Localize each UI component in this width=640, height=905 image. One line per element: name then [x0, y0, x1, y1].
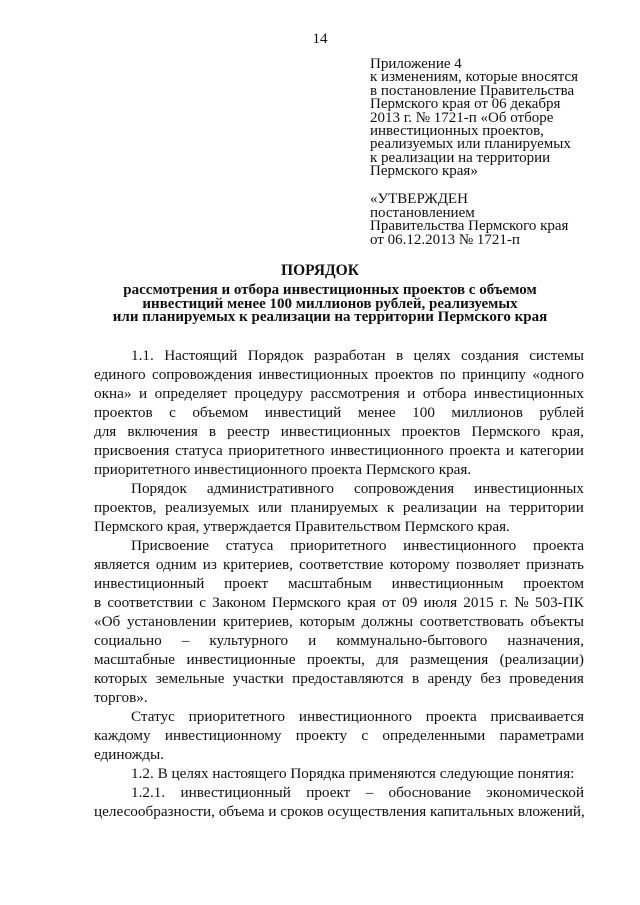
text-line: единого сопровождения инвестиционных проектов по принципу «одного	[94, 366, 584, 383]
paragraph	[94, 536, 584, 707]
paragraph	[94, 707, 584, 764]
text-line: Присвоение статуса приоритетного инвестиционного проекта	[131, 537, 584, 554]
appendix-line: к реализации на территории	[370, 149, 551, 166]
text-line: масштабные инвестиционные проекты, для размещения (реализации)	[94, 651, 584, 668]
subtitle-line: инвестиций менее 100 миллионов рублей, реализуемых	[142, 295, 518, 312]
body-text	[94, 346, 584, 821]
approved-line: «УТВЕРЖДЕН	[370, 191, 468, 207]
text-line: 1.1. Настоящий Порядок разработан в целях создания системы	[131, 347, 584, 364]
approved-line: от 06.12.2013 № 1721-п	[370, 231, 520, 248]
subtitle-line: или планируемых к реализации на территории Пермского края	[112, 309, 548, 325]
approved-block	[370, 193, 620, 247]
appendix-line: Пермского края от 06 декабря	[370, 96, 561, 113]
paragraph	[94, 764, 584, 783]
approved-line: постановлением	[370, 204, 475, 221]
appendix-line: 2013 г. № 1721-п «Об отборе	[370, 109, 554, 126]
text-line: для включения в реестр инвестиционных проектов Пермского края,	[94, 423, 584, 440]
text-line: каждому инвестиционному проекту с определенными параметрами	[94, 727, 584, 744]
paragraph	[94, 783, 584, 821]
document-subtitle	[60, 284, 600, 325]
text-line: окна» и определяет процедуру рассмотрения и отбора инвестиционных	[94, 385, 584, 402]
text-line: инвестиционный проект масштабным инвестиционным проектом	[94, 575, 584, 592]
text-line: проектов, реализуемых или планируемых к реализации на территории	[94, 499, 584, 516]
approved-line: Правительства Пермского края	[370, 218, 569, 234]
appendix-line: реализуемых или планируемых	[370, 136, 571, 153]
text-line: 1.2. В целях настоящего Порядка применяются следующие понятия:	[131, 765, 575, 782]
text-line: социально – культурного и коммунально-бытового назначения,	[94, 632, 584, 649]
text-line: торгов».	[94, 689, 148, 706]
text-line: Порядок административного сопровождения инвестиционных	[131, 480, 584, 497]
paragraph	[94, 479, 584, 536]
text-line: в соответствии с Законом Пермского края от 09 июля 2015 г. № 503-ПК	[94, 594, 584, 611]
text-line: Статус приоритетного инвестиционного проекта присваивается	[131, 708, 584, 725]
text-line: Пермского края, утверждается Правительством Пермского края.	[94, 518, 510, 535]
appendix-line: Пермского края»	[370, 163, 478, 180]
appendix-block	[370, 58, 620, 179]
appendix-line: в постановление Правительства	[370, 82, 575, 99]
text-line: присвоения статуса приоритетного инвестиционного проекта и категории	[94, 442, 584, 459]
paragraph	[94, 346, 584, 479]
appendix-line: к изменениям, которые вносятся	[370, 69, 579, 86]
text-line: целесообразности, объема и сроков осуществления капитальных вложений,	[94, 803, 585, 820]
text-line: приоритетного инвестиционного проекта Пермского края.	[94, 461, 472, 478]
subtitle-line: рассмотрения и отбора инвестиционных проектов с объемом	[123, 282, 537, 298]
appendix-line: инвестиционных проектов,	[370, 123, 544, 140]
page-number: 14	[312, 31, 328, 47]
text-line: проектов с объемом инвестиций менее 100 миллионов рублей	[94, 404, 584, 421]
text-line: является одним из критериев, соответствие которому позволяет признать	[94, 556, 584, 573]
text-line: «Об установлении критериев, которым должны соответствовать объекты	[94, 613, 584, 630]
text-line: которых земельные участки предоставляются в аренду без проведения	[94, 670, 584, 687]
appendix-line: Приложение 4	[370, 56, 462, 72]
text-line: единожды.	[94, 746, 164, 763]
text-line: 1.2.1. инвестиционный проект – обоснование экономической	[131, 784, 584, 801]
document-title: ПОРЯДОК	[281, 262, 359, 279]
